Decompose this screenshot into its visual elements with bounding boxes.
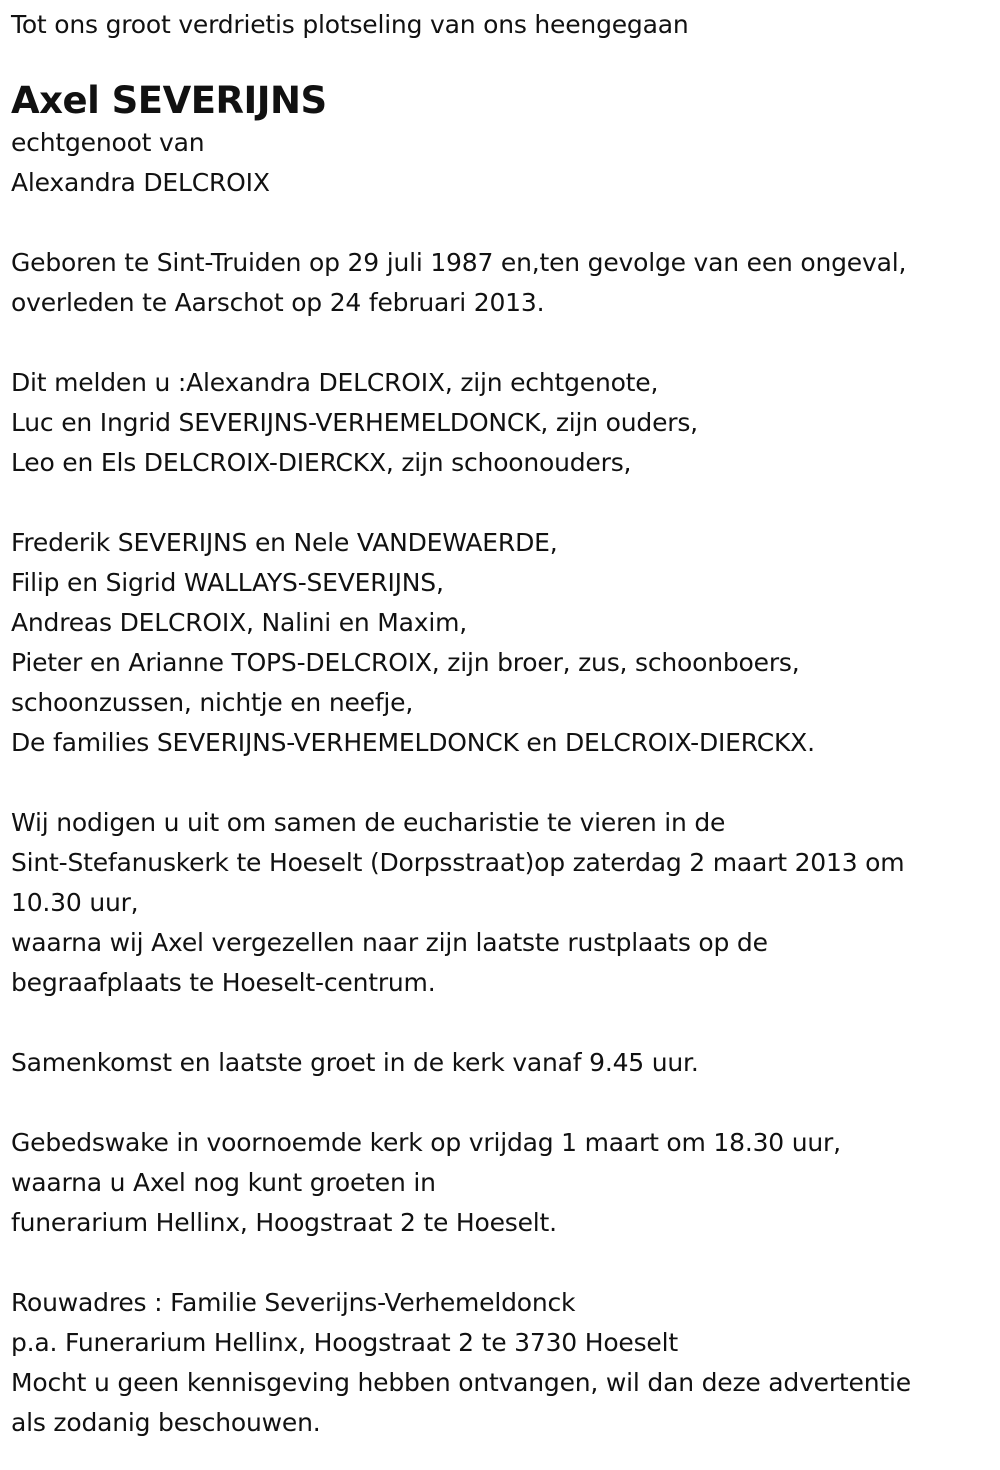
spouse-line: Alexandra DELCROIX bbox=[11, 168, 270, 197]
birth-line: overleden te Aarschot op 24 februari 2013. bbox=[11, 288, 545, 317]
announcers-section bbox=[11, 363, 1000, 483]
address-line: als zodanig beschouwen. bbox=[11, 1408, 321, 1437]
address-line: p.a. Funerarium Hellinx, Hoogstraat 2 te 3730 Hoeselt bbox=[11, 1328, 678, 1357]
spacer bbox=[11, 203, 1000, 243]
spacer bbox=[11, 1243, 1000, 1283]
spacer bbox=[11, 763, 1000, 803]
address-line: Rouwadres : Familie Severijns-Verhemeldonck bbox=[11, 1288, 576, 1317]
family-line: Andreas DELCROIX, Nalini en Maxim, bbox=[11, 608, 468, 637]
wake-line: waarna u Axel nog kunt groeten in bbox=[11, 1168, 436, 1197]
family-line: Pieter en Arianne TOPS-DELCROIX, zijn broer, zus, schoonboers, bbox=[11, 648, 800, 677]
gathering-line: Samenkomst en laatste groet in de kerk vanaf 9.45 uur. bbox=[11, 1048, 699, 1077]
birth-line: Geboren te Sint-Truiden op 29 juli 1987 en,ten gevolge van een ongeval, bbox=[11, 248, 907, 277]
family-line: Frederik SEVERIJNS en Nele VANDEWAERDE, bbox=[11, 528, 558, 557]
ceremony-line: Wij nodigen u uit om samen de eucharistie te vieren in de bbox=[11, 808, 726, 837]
wake-line: Gebedswake in voornoemde kerk op vrijdag 1 maart om 18.30 uur, bbox=[11, 1128, 841, 1157]
spouse-line: echtgenoot van bbox=[11, 128, 205, 157]
announcer-line: Dit melden u :Alexandra DELCROIX, zijn echtgenote, bbox=[11, 368, 659, 397]
spacer bbox=[11, 483, 1000, 523]
address-line: Mocht u geen kennisgeving hebben ontvangen, wil dan deze advertentie bbox=[11, 1368, 911, 1397]
birth-death-section bbox=[11, 243, 1000, 323]
announcer-line: Leo en Els DELCROIX-DIERCKX, zijn schoonouders, bbox=[11, 448, 632, 477]
intro-text: Tot ons groot verdrietis plotseling van ons heengegaan bbox=[11, 10, 689, 39]
ceremony-line: 10.30 uur, bbox=[11, 888, 139, 917]
wake-section bbox=[11, 1123, 1000, 1243]
ceremony-section bbox=[11, 803, 1000, 1003]
spouse-section bbox=[11, 123, 1000, 203]
ceremony-line: waarna wij Axel vergezellen naar zijn laatste rustplaats op de bbox=[11, 928, 768, 957]
announcer-line: Luc en Ingrid SEVERIJNS-VERHEMELDONCK, zijn ouders, bbox=[11, 408, 698, 437]
family-section bbox=[11, 523, 1000, 763]
deceased-name: Axel SEVERIJNS bbox=[11, 79, 327, 122]
family-line: De families SEVERIJNS-VERHEMELDONCK en DELCROIX-DIERCKX. bbox=[11, 728, 815, 757]
ceremony-line: begraafplaats te Hoeselt-centrum. bbox=[11, 968, 436, 997]
gathering-section bbox=[11, 1043, 1000, 1083]
address-section bbox=[11, 1283, 1000, 1443]
spacer bbox=[11, 323, 1000, 363]
family-line: Filip en Sigrid WALLAYS-SEVERIJNS, bbox=[11, 568, 444, 597]
spacer bbox=[11, 1083, 1000, 1123]
family-line: schoonzussen, nichtje en neefje, bbox=[11, 688, 414, 717]
wake-line: funerarium Hellinx, Hoogstraat 2 te Hoeselt. bbox=[11, 1208, 557, 1237]
spacer bbox=[11, 1003, 1000, 1043]
ceremony-line: Sint-Stefanuskerk te Hoeselt (Dorpsstraat)op zaterdag 2 maart 2013 om bbox=[11, 848, 905, 877]
